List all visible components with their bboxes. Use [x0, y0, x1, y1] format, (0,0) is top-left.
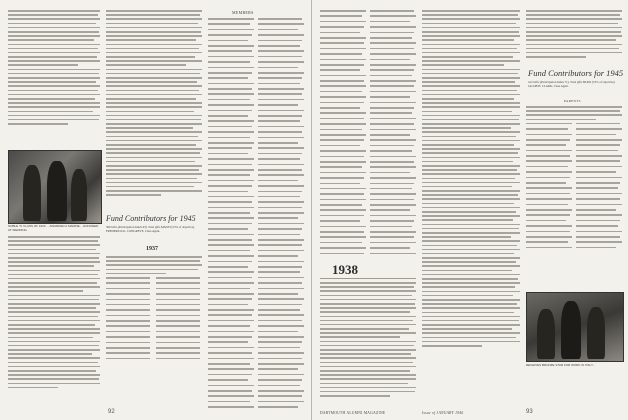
class-year-label: 1937: [146, 246, 158, 252]
members-heading: MEMBERS: [232, 10, 254, 15]
left-photo-caption: NOBLE 'N' CLASS OF 1933 ... AWARDED A MARINE... HONORED AT WEDDING: [8, 224, 99, 232]
right-photo-caption: RECEIVES BRONZE STAR FOR WORK IN ITALY...: [526, 363, 596, 367]
left-page-number: 92: [108, 409, 115, 415]
parents-and-members-list: [106, 256, 202, 406]
fund-contributors-heading: Fund Contributors for 1945: [106, 214, 196, 223]
class-year-heading: 1938: [332, 262, 358, 277]
right-page: [312, 0, 628, 420]
class-notes-column-1-lower: [8, 236, 100, 406]
right-fund-subtext: 412 Gifts (Participation Index 71). Total gifts $8,692 (53% of objective). JACOB H. CLARK, Class Agent.: [528, 80, 616, 88]
left-page: [0, 0, 312, 420]
right-fund-contributors-heading: Fund Contributors for 1945: [528, 68, 624, 78]
left-page-photo: [8, 150, 102, 224]
issue-date: Issue of JANUARY 1946: [422, 411, 464, 415]
right-page-number: 93: [526, 409, 533, 415]
right-class-notes-column-3: [526, 10, 622, 62]
class-notes-column-1: [8, 10, 100, 138]
right-members-list: [320, 10, 416, 258]
class-1938-notes: [320, 282, 416, 406]
magazine-footer-title: DARTMOUTH ALUMNI MAGAZINE: [320, 411, 386, 415]
divider: [320, 278, 416, 279]
right-page-photo: [526, 292, 624, 362]
right-class-notes-column-2: [422, 10, 520, 406]
right-contributors-list: [526, 106, 622, 286]
parents-label: PARENTS: [564, 99, 581, 103]
fund-subtext: 369 Gifts (Participation Index 63). Total gifts $48,633 (53% of objective). FREDERICK K. CONGREVE, Class Agent.: [106, 225, 195, 233]
members-list: [208, 18, 304, 410]
class-notes-column-2: [106, 10, 202, 210]
